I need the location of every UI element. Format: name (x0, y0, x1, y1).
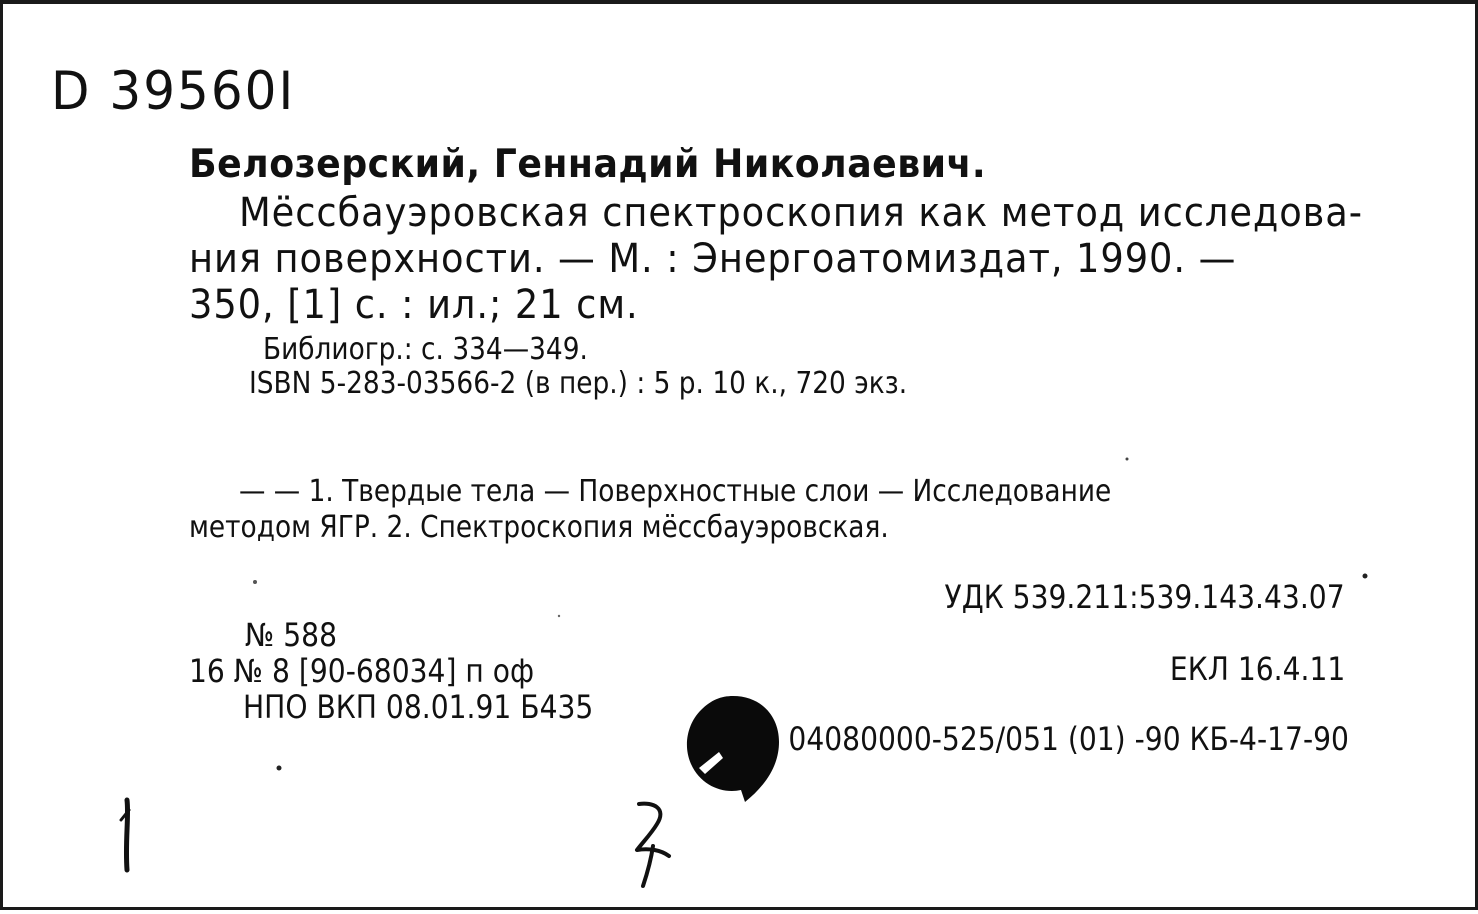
npo-line: НПО ВКП 08.01.91 Б435 (243, 688, 594, 726)
subject-headings-line-2: методом ЯГР. 2. Спектроскопия мёссбауэровская. (189, 510, 889, 545)
title-line-2: ния поверхности. — М. : Энергоатомиздат, 1990. — (189, 236, 1237, 282)
author-heading: Белозерский, Геннадий Николаевич. (189, 142, 987, 187)
title-line-3: 350, [1] с. : ил.; 21 см. (189, 282, 639, 328)
subject-headings-line-1: — — 1. Твердые тела — Поверхностные слои — Исследование (239, 474, 1112, 509)
print-info: 16 № 8 [90-68034] п оф (189, 652, 535, 690)
title-line-1: Мёссбауэровская спектроскопия как метод исследова- (239, 190, 1363, 236)
inventory-number: D 39560I (51, 60, 296, 122)
pencil-mark-icon (113, 796, 143, 876)
isbn-line: ISBN 5-283-03566-2 (в пер.) : 5 р. 10 к., 720 экз. (249, 366, 908, 401)
pencil-mark-icon (623, 794, 683, 889)
publication-code: 04080000-525/051 (01) -90 КБ-4-17-90 (788, 720, 1349, 758)
ekl-code: ЕКЛ 16.4.11 (1169, 650, 1345, 688)
udc-classification: УДК 539.211:539.143.43.07 (944, 578, 1345, 616)
punch-hole-icon (683, 694, 783, 804)
order-number: № 588 (245, 616, 337, 654)
bibliography-note: Библиогр.: с. 334—349. (263, 332, 588, 367)
